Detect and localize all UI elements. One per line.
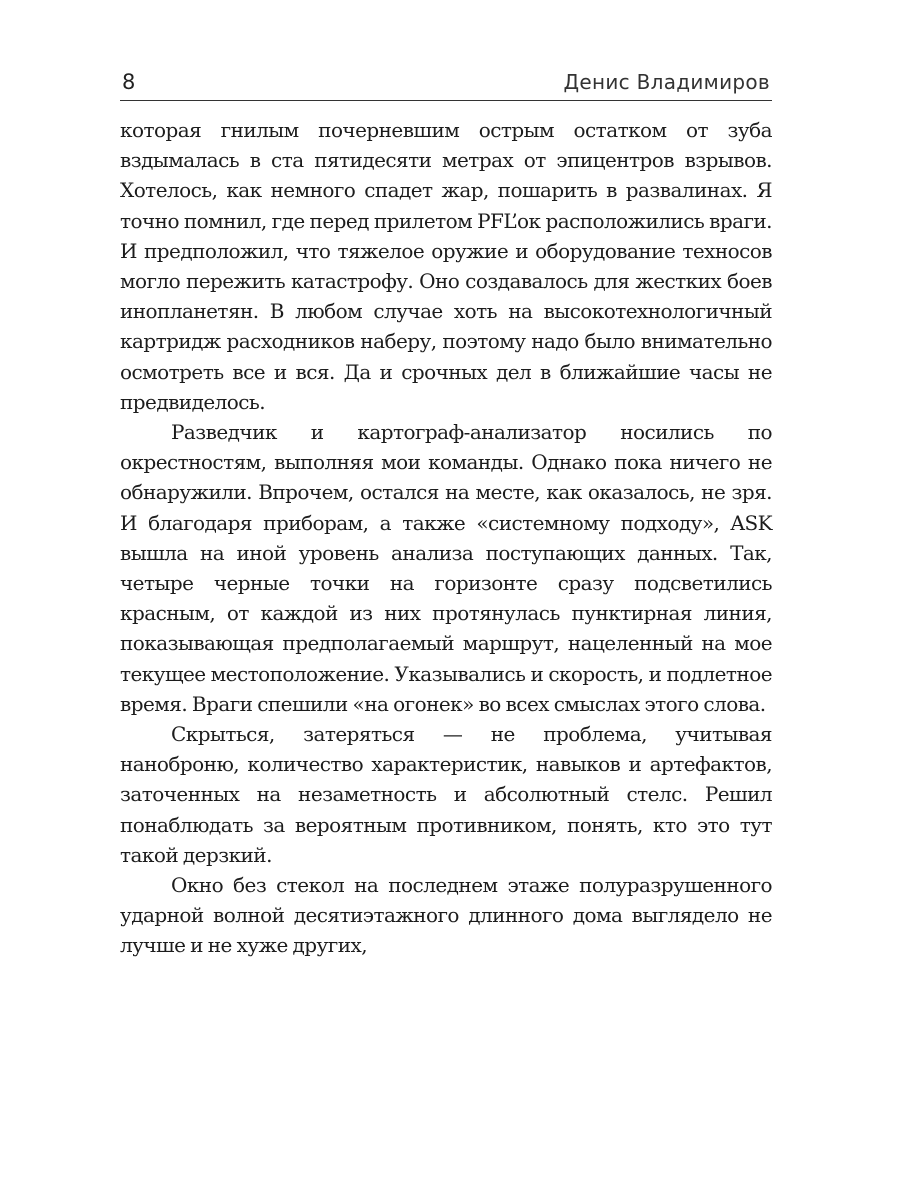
author-name: Денис Владимиров bbox=[563, 70, 770, 94]
paragraph-continued: которая гнилым почерневшим острым остатком от зуба вздымалась в ста пятидесяти метрах от эпицентров взрывов. Хотелось, как немного спадет жар, пошарить в развалинах. Я точно помнил, где перед прилетом PFL’ок расположились враги. И предположил, что тяжелое оружие и оборудование техносов могло пережить катастрофу. Оно создавалось для жестких боев инопланетян. В любом случае хоть на высокотехнологичный картридж расходников наберу, поэтому надо было внимательно осмотреть все и вся. Да и срочных дел в ближайшие часы не предвиделось. bbox=[120, 118, 772, 414]
running-header bbox=[120, 70, 772, 101]
page-number: 8 bbox=[122, 70, 136, 94]
paragraph: Скрыться, затеряться — не проблема, учитывая наноброню, количество характеристик, навыков и артефактов, заточенных на незаметность и абсолютный стелс. Решил понаблюдать за вероятным противником, понять, кто это тут такой дерзкий. bbox=[120, 722, 772, 867]
paragraph: Разведчик и картограф-анализатор носились по окрестностям, выполняя мои команды. Однако пока ничего не обнаружили. Впрочем, остался на месте, как оказалось, не зря. И благодаря приборам, а также «системному подходу», ASK вышла на иной уровень анализа поступающих данных. Так, четыре черные точки на горизонте сразу подсветились красным, от каждой из них протянулась пунктирная линия, показывающая предполагаемый маршрут, нацеленный на мое текущее местоположение. Указывались и скорость, и подлетное время. Враги спешили «на огонек» во всех смыслах этого слова. bbox=[120, 420, 772, 716]
book-page bbox=[120, 70, 772, 961]
body-text bbox=[120, 115, 772, 961]
paragraph: Окно без стекол на последнем этаже полуразрушенного ударной волной десятиэтажного длинного дома выглядело не лучше и не хуже других, bbox=[120, 873, 772, 958]
